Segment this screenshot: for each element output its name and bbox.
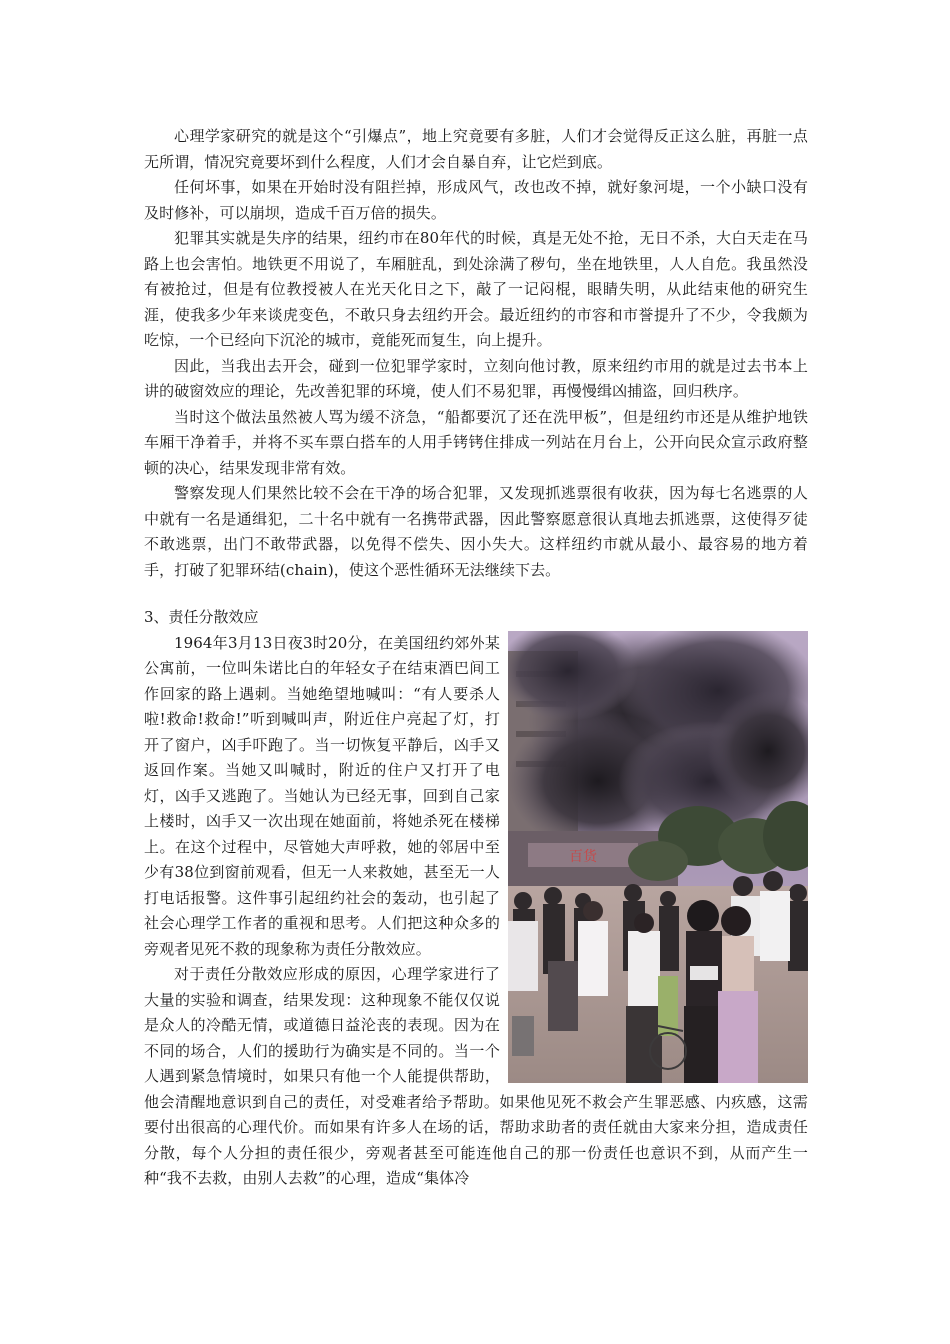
paragraph: 警察发现人们果然比较不会在干净的场合犯罪，又发现抓逃票很有收获，因为每七名逃票的人中就有一名是通缉犯，二十名中就有一名携带武器，因此警察愿意很认真地去抓逃票，这使得歹徒不敢逃票，出门不敢带武器，以免得不偿失、因小失大。这样纽约市就从最小、最容易的地方着手，打破了犯罪环结(chain)，使这个恶性循环无法继续下去。 [144,484,808,579]
document-page [144,124,808,1192]
paragraph: 心理学家研究的就是这个“引爆点”，地上究竟要有多脏，人们才会觉得反正这么脏，再脏一点无所谓，情况究竟要坏到什么程度，人们才会自暴自弃，让它烂到底。 [144,127,808,171]
intro-section [144,124,808,583]
section-heading: 3、责任分散效应 [144,608,259,626]
store-sign: 百货 [569,848,597,865]
paragraph: 犯罪其实就是失序的结果，纽约市在80年代的时候，真是无处不抢，无日不杀，大白天走在马路上也会害怕。地铁更不用说了，车厢脏乱，到处涂满了秽句，坐在地铁里，人人自危。我虽然没有被抢过，但是有位教授被人在光天化日之下，敲了一记闷棍，眼睛失明，从此结束他的研究生涯，使我多少年来谈虎变色，不敢只身去纽约开会。最近纽约的市容和市誉提升了不少，令我颇为吃惊，一个已经向下沉沦的城市，竟能死而复生，向上提升。 [144,229,808,349]
paragraph: 对于责任分散效应形成的原因，心理学家进行了大量的实验和调查，结果发现：这种现象不能仅仅说是众人的冷酷无情，或道德日益沦丧的表现。因为在不同的场合，人们的援助行为确实是不同的。当一个人遇到紧急情境时，如果只有他一个人能提供帮助，他会清醒地意识到自己的责任，对受难者给予帮助。如果他见死不救会产生罪恶感、内疚感，这需要付出很高的心理代价。而如果有许多人在场的话，帮助求助者的责任就由大家来分担，造成责任分散，每个人分担的责任很少，旁观者甚至可能连他自己的那一份责任也意识不到，从而产生一种“我不去救，由别人去救”的心理，造成“集体冷 [144,965,808,1187]
diffusion-section [144,631,808,1192]
paragraph: 因此，当我出去开会，碰到一位犯罪学家时，立刻向他讨教，原来纽约市用的就是过去书本上讲的破窗效应的理论，先改善犯罪的环境，使人们不易犯罪，再慢慢缉凶捕盗，回归秩序。 [144,356,808,400]
crowd-fire-photo [508,631,808,1083]
paragraph: 1964年3月13日夜3时20分，在美国纽约郊外某公寓前，一位叫朱诺比白的年轻女子在结束酒巴间工作回家的路上遇刺。当她绝望地喊叫：“有人要杀人啦!救命!救命!”听到喊叫声，附近住户亮起了灯，打开了窗户，凶手吓跑了。当一切恢复平静后，凶手又返回作案。当她又叫喊时，附近的住户又打开了电灯，凶手又逃跑了。当她认为已经无事，回到自己家上楼时，凶手又一次出现在她面前，将她杀死在楼梯上。在这个过程中，尽管她大声呼救，她的邻居中至少有38位到窗前观看，但无一人来救她，甚至无一人打电话报警。这件事引起纽约社会的轰动，也引起了社会心理学工作者的重视和思考。人们把这种众多的旁观者见死不救的现象称为责任分散效应。 [144,633,500,958]
paragraph: 任何坏事，如果在开始时没有阻拦掉，形成风气，改也改不掉，就好象河堤，一个小缺口没有及时修补，可以崩坝，造成千百万倍的损失。 [144,178,808,222]
paragraph: 当时这个做法虽然被人骂为缓不济急，“船都要沉了还在洗甲板”，但是纽约市还是从维护地铁车厢干净着手，并将不买车票白搭车的人用手铐铐住排成一列站在月台上，公开向民众宣示政府整顿的决心，结果发现非常有效。 [144,407,808,477]
